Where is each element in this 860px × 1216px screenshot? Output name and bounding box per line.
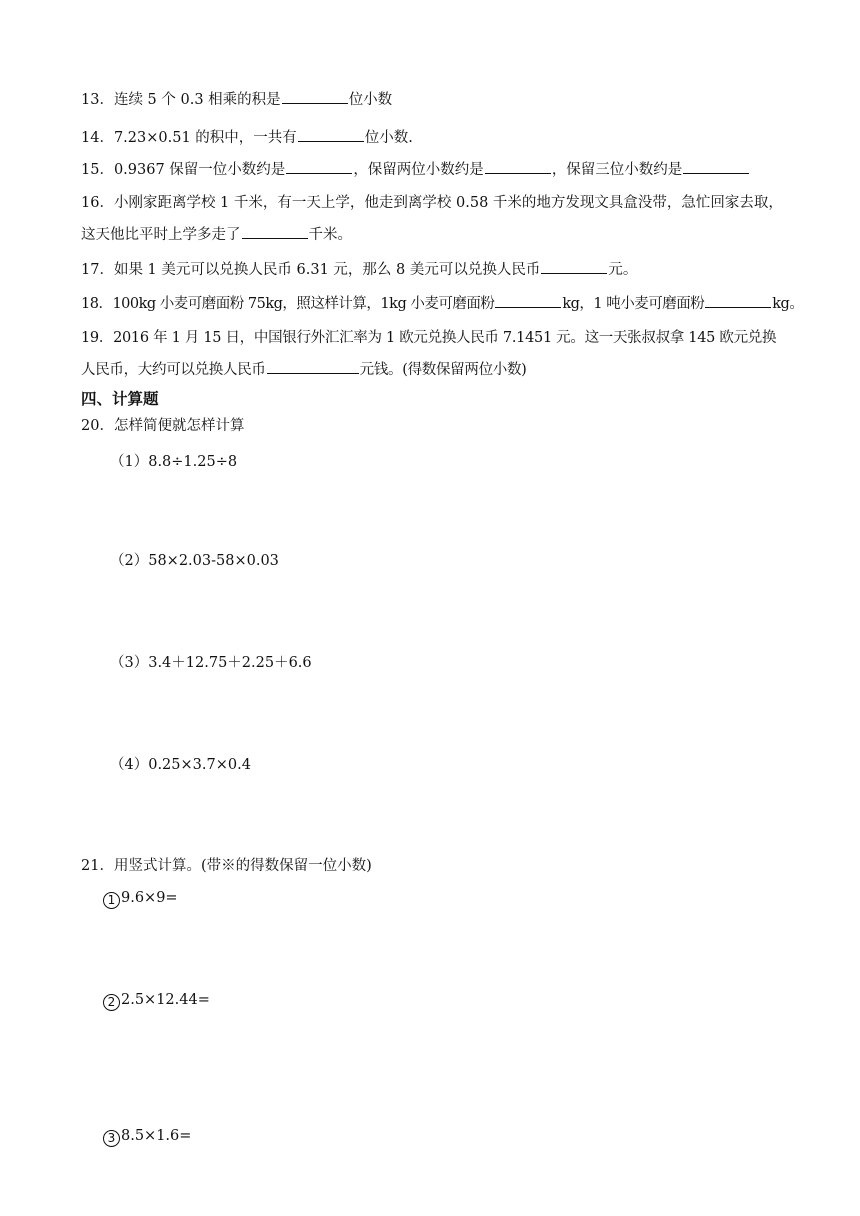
question-text: 这天他比平时上学多走了 <box>81 227 241 243</box>
question-text: kg，1 吨小麦可磨面粉 <box>562 296 705 312</box>
question-text: 怎样简便就怎样计算 <box>113 418 245 434</box>
answer-blank[interactable] <box>282 89 348 104</box>
question-number: 13． <box>81 92 114 108</box>
question-text: 千米。 <box>308 227 352 243</box>
answer-blank[interactable] <box>683 159 749 174</box>
expression: 2.5×12.44= <box>121 992 210 1008</box>
question-text: 0.9367 保留一位小数约是 <box>113 162 286 178</box>
question-text: 元。 <box>608 262 638 278</box>
circled-number: 3 <box>103 1130 120 1147</box>
question-number: 14． <box>81 130 114 146</box>
sub-question <box>103 1126 191 1147</box>
answer-blank[interactable] <box>485 159 551 174</box>
question-15 <box>81 159 750 180</box>
question-text: ，保留三位小数约是 <box>551 162 683 178</box>
sub-question: （2）58×2.03-58×0.03 <box>110 553 279 569</box>
question-number: 18． <box>81 296 113 312</box>
question-text: 100kg 小麦可磨面粉 75kg，照这样计算，1kg 小麦可磨面粉 <box>112 296 495 312</box>
sub-question: （1）8.8÷1.25÷8 <box>110 454 238 470</box>
question-text: 小刚家距离学校 1 千米，有一天上学，他走到离学校 0.58 千米的地方发现文具盒没带，急忙回家去取， <box>113 195 783 211</box>
answer-blank[interactable] <box>705 293 771 308</box>
sub-question: （4）0.25×3.7×0.4 <box>110 757 251 773</box>
question-number: 19． <box>81 330 114 346</box>
answer-blank[interactable] <box>267 359 359 374</box>
question-text: 2016 年 1 月 15 日，中国银行外汇汇率为 1 欧元兑换人民币 7.1451 元。这一天张叔叔拿 145 欧元兑换 <box>113 330 777 346</box>
question-text: kg。 <box>772 296 804 312</box>
question-17 <box>81 259 637 280</box>
question-14 <box>81 127 413 148</box>
question-text: ，保留两位小数约是 <box>353 162 484 178</box>
circled-number: 1 <box>103 892 120 909</box>
answer-blank[interactable] <box>286 159 352 174</box>
question-text: 位小数 <box>348 92 393 108</box>
question-number: 20． <box>81 418 114 434</box>
question-number: 15． <box>81 162 114 178</box>
question-text: 人民币，大约可以兑换人民币 <box>81 362 266 378</box>
question-20 <box>81 416 244 436</box>
expression: 9.6×9= <box>121 890 178 906</box>
question-13 <box>81 89 392 110</box>
sub-question <box>103 990 210 1011</box>
expression: 8.5×1.6= <box>121 1128 192 1144</box>
question-16 <box>81 187 816 251</box>
question-19 <box>81 322 816 386</box>
answer-blank[interactable] <box>541 259 607 274</box>
question-21 <box>81 856 372 876</box>
sub-question <box>103 888 178 909</box>
question-text: 用竖式计算。(带※的得数保留一位小数) <box>113 858 372 874</box>
question-text: 连续 5 个 0.3 相乘的积是 <box>113 92 281 108</box>
circled-number: 2 <box>103 994 120 1011</box>
answer-blank[interactable] <box>298 127 364 142</box>
answer-blank[interactable] <box>495 293 561 308</box>
question-number: 17． <box>81 262 114 278</box>
question-text: 7.23×0.51 的积中，一共有 <box>113 130 297 146</box>
question-number: 21． <box>81 858 114 874</box>
section-title: 四、计算题 <box>81 389 159 408</box>
sub-question: （3）3.4＋12.75＋2.25＋6.6 <box>110 655 312 671</box>
question-text: 位小数. <box>364 130 413 146</box>
answer-blank[interactable] <box>242 224 308 239</box>
question-number: 16． <box>81 195 114 211</box>
question-text: 如果 1 美元可以兑换人民币 6.31 元，那么 8 美元可以兑换人民币 <box>113 262 541 278</box>
question-18 <box>81 293 803 314</box>
question-text: 元钱。(得数保留两位小数) <box>359 362 527 378</box>
